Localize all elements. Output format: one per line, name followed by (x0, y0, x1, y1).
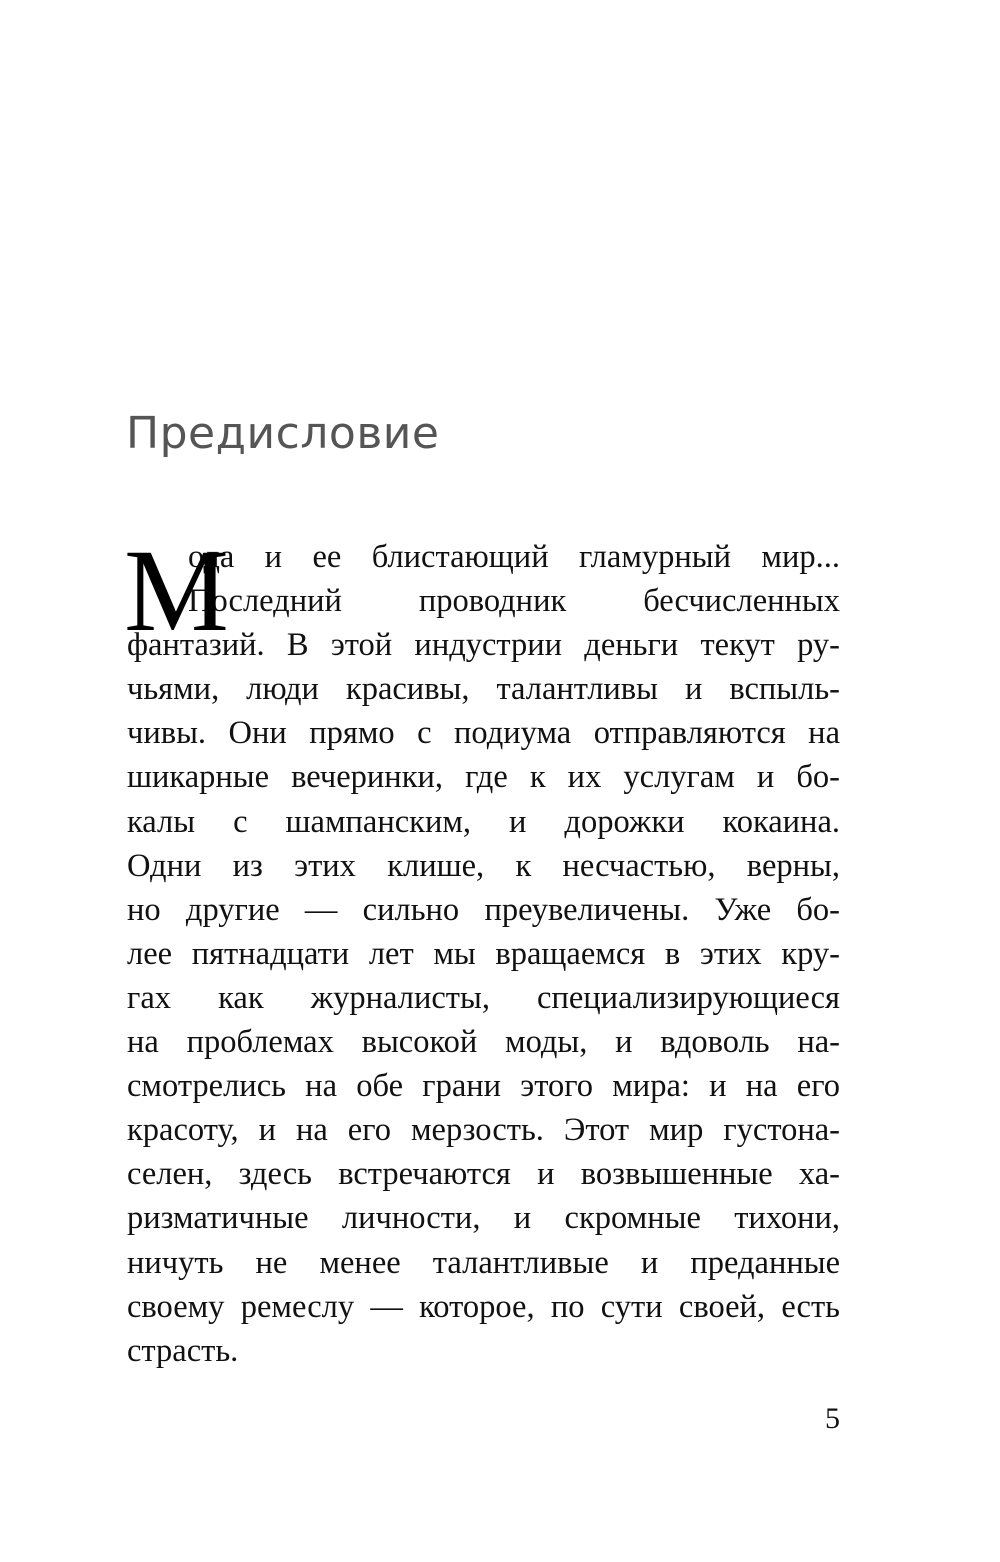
text-line: чьями, люди красивы, талантливы и вспыль- (127, 671, 840, 708)
text-line: селен, здесь встречаются и возвышенные ха- (127, 1156, 840, 1193)
text-line: Последний проводник бесчисленных (188, 583, 840, 620)
body-text (124, 525, 840, 1373)
text-line: смотрелись на обе грани этого мира: и на его (127, 1068, 840, 1105)
page-number: 5 (825, 1402, 840, 1435)
text-line: ода и ее блистающий гламурный мир... (188, 539, 840, 575)
text-line: калы с шампанским, и дорожки кокаина. (127, 803, 840, 840)
text-line: гах как журналисты, специализирующиеся (127, 979, 840, 1016)
text-line: страсть. (127, 1332, 239, 1369)
text-line: шикарные вечеринки, где к их услугам и бо- (127, 759, 840, 796)
text-line: Одни из этих клише, к несчастью, верны, (127, 847, 840, 884)
text-line: красоту, и на его мерзость. Этот мир густона- (127, 1112, 840, 1149)
text-line: фантазий. В этой индустрии деньги текут ру- (127, 627, 840, 664)
text-line: лее пятнадцати лет мы вращаемся в этих кру- (127, 935, 840, 972)
text-line: ничуть не менее талантливые и преданные (127, 1244, 840, 1281)
chapter-heading: Предисловие (126, 408, 440, 459)
drop-cap: М (124, 525, 229, 656)
text-line: ризматичные личности, и скромные тихони, (127, 1200, 840, 1237)
text-line: на проблемах высокой моды, и вдоволь на- (127, 1024, 840, 1061)
text-line: чивы. Они прямо с подиума отправляются на (127, 715, 840, 752)
text-line: но другие — сильно преувеличены. Уже бо- (127, 891, 840, 928)
text-line: своему ремеслу — которое, по сути своей, есть (127, 1288, 840, 1325)
